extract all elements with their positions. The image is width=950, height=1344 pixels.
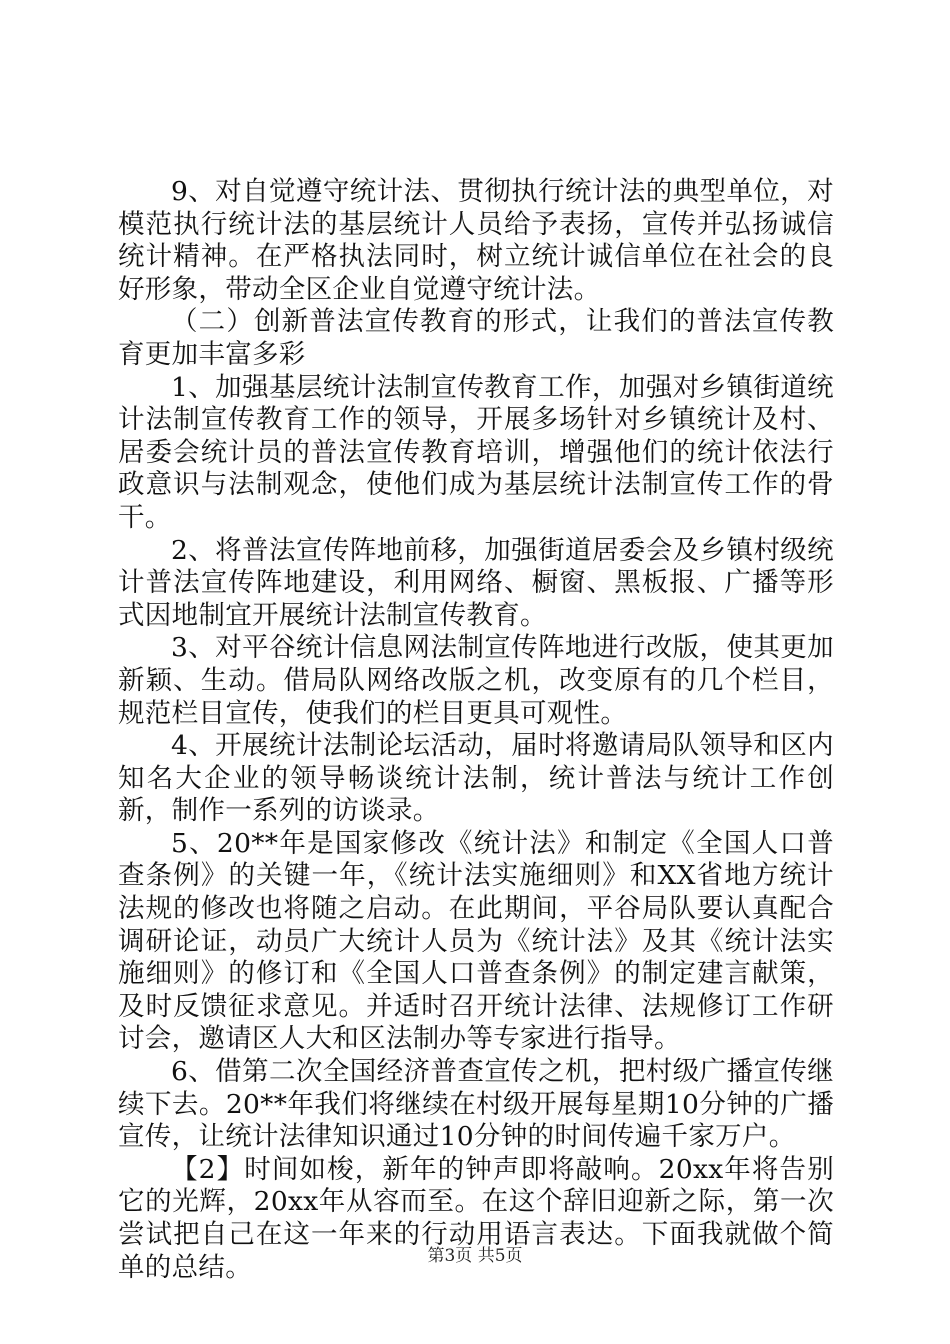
- paragraph-item-4: 4、开展统计法制论坛活动，届时将邀请局队领导和区内知名大企业的领导畅谈统计法制，统计普法与统计工作创新，制作一系列的访谈录。: [118, 730, 834, 827]
- page-number-footer: 第3页 共5页: [427, 1246, 523, 1266]
- paragraph-item-1: 1、加强基层统计法制宣传教育工作，加强对乡镇街道统计法制宣传教育工作的领导，开展多场针对乡镇统计及村、居委会统计员的普法宣传教育培训，增强他们的统计依法行政意识与法制观念，使他们成为基层统计法制宣传工作的骨干。: [118, 371, 834, 533]
- paragraph-item-9: 9、对自觉遵守统计法、贯彻执行统计法的典型单位，对模范执行统计法的基层统计人员给予表扬，宣传并弘扬诚信统计精神。在严格执法同时，树立统计诚信单位在社会的良好形象，带动全区企业自觉遵守统计法。: [118, 176, 834, 305]
- paragraph-item-2: 2、将普法宣传阵地前移，加强街道居委会及乡镇村级统计普法宣传阵地建设，利用网络、橱窗、黑板报、广播等形式因地制宜开展统计法制宣传教育。: [118, 534, 834, 631]
- paragraph-item-5: 5、20**年是国家修改《统计法》和制定《全国人口普查条例》的关键一年，《统计法实施细则》和XX省地方统计法规的修改也将随之启动。在此期间，平谷局队要认真配合调研论证，动员广大统计人员为《统计法》及其《统计法实施细则》的修订和《全国人口普查条例》的制定建言献策，及时反馈征求意见。并适时召开统计法律、法规修订工作研讨会，邀请区人大和区法制办等专家进行指导。: [118, 827, 834, 1055]
- section-heading-2: （二）创新普法宣传教育的形式，让我们的普法宣传教育更加丰富多彩: [118, 306, 834, 370]
- document-body: [118, 176, 834, 1284]
- paragraph-summary-intro: 【2】时间如梭，新年的钟声即将敲响。20xx年将告别它的光辉，20xx年从容而至。在这个辞旧迎新之际，第一次尝试把自己在这一年来的行动用语言表达。下面我就做个简单的总结。: [118, 1153, 834, 1283]
- paragraph-item-3: 3、对平谷统计信息网法制宣传阵地进行改版，使其更加新颖、生动。借局队网络改版之机，改变原有的几个栏目，规范栏目宣传，使我们的栏目更具可观性。: [118, 632, 834, 729]
- paragraph-item-6: 6、借第二次全国经济普查宣传之机，把村级广播宣传继续下去。20**年我们将继续在村级开展每星期10分钟的广播宣传，让统计法律知识通过10分钟的时间传遍千家万户。: [118, 1056, 834, 1153]
